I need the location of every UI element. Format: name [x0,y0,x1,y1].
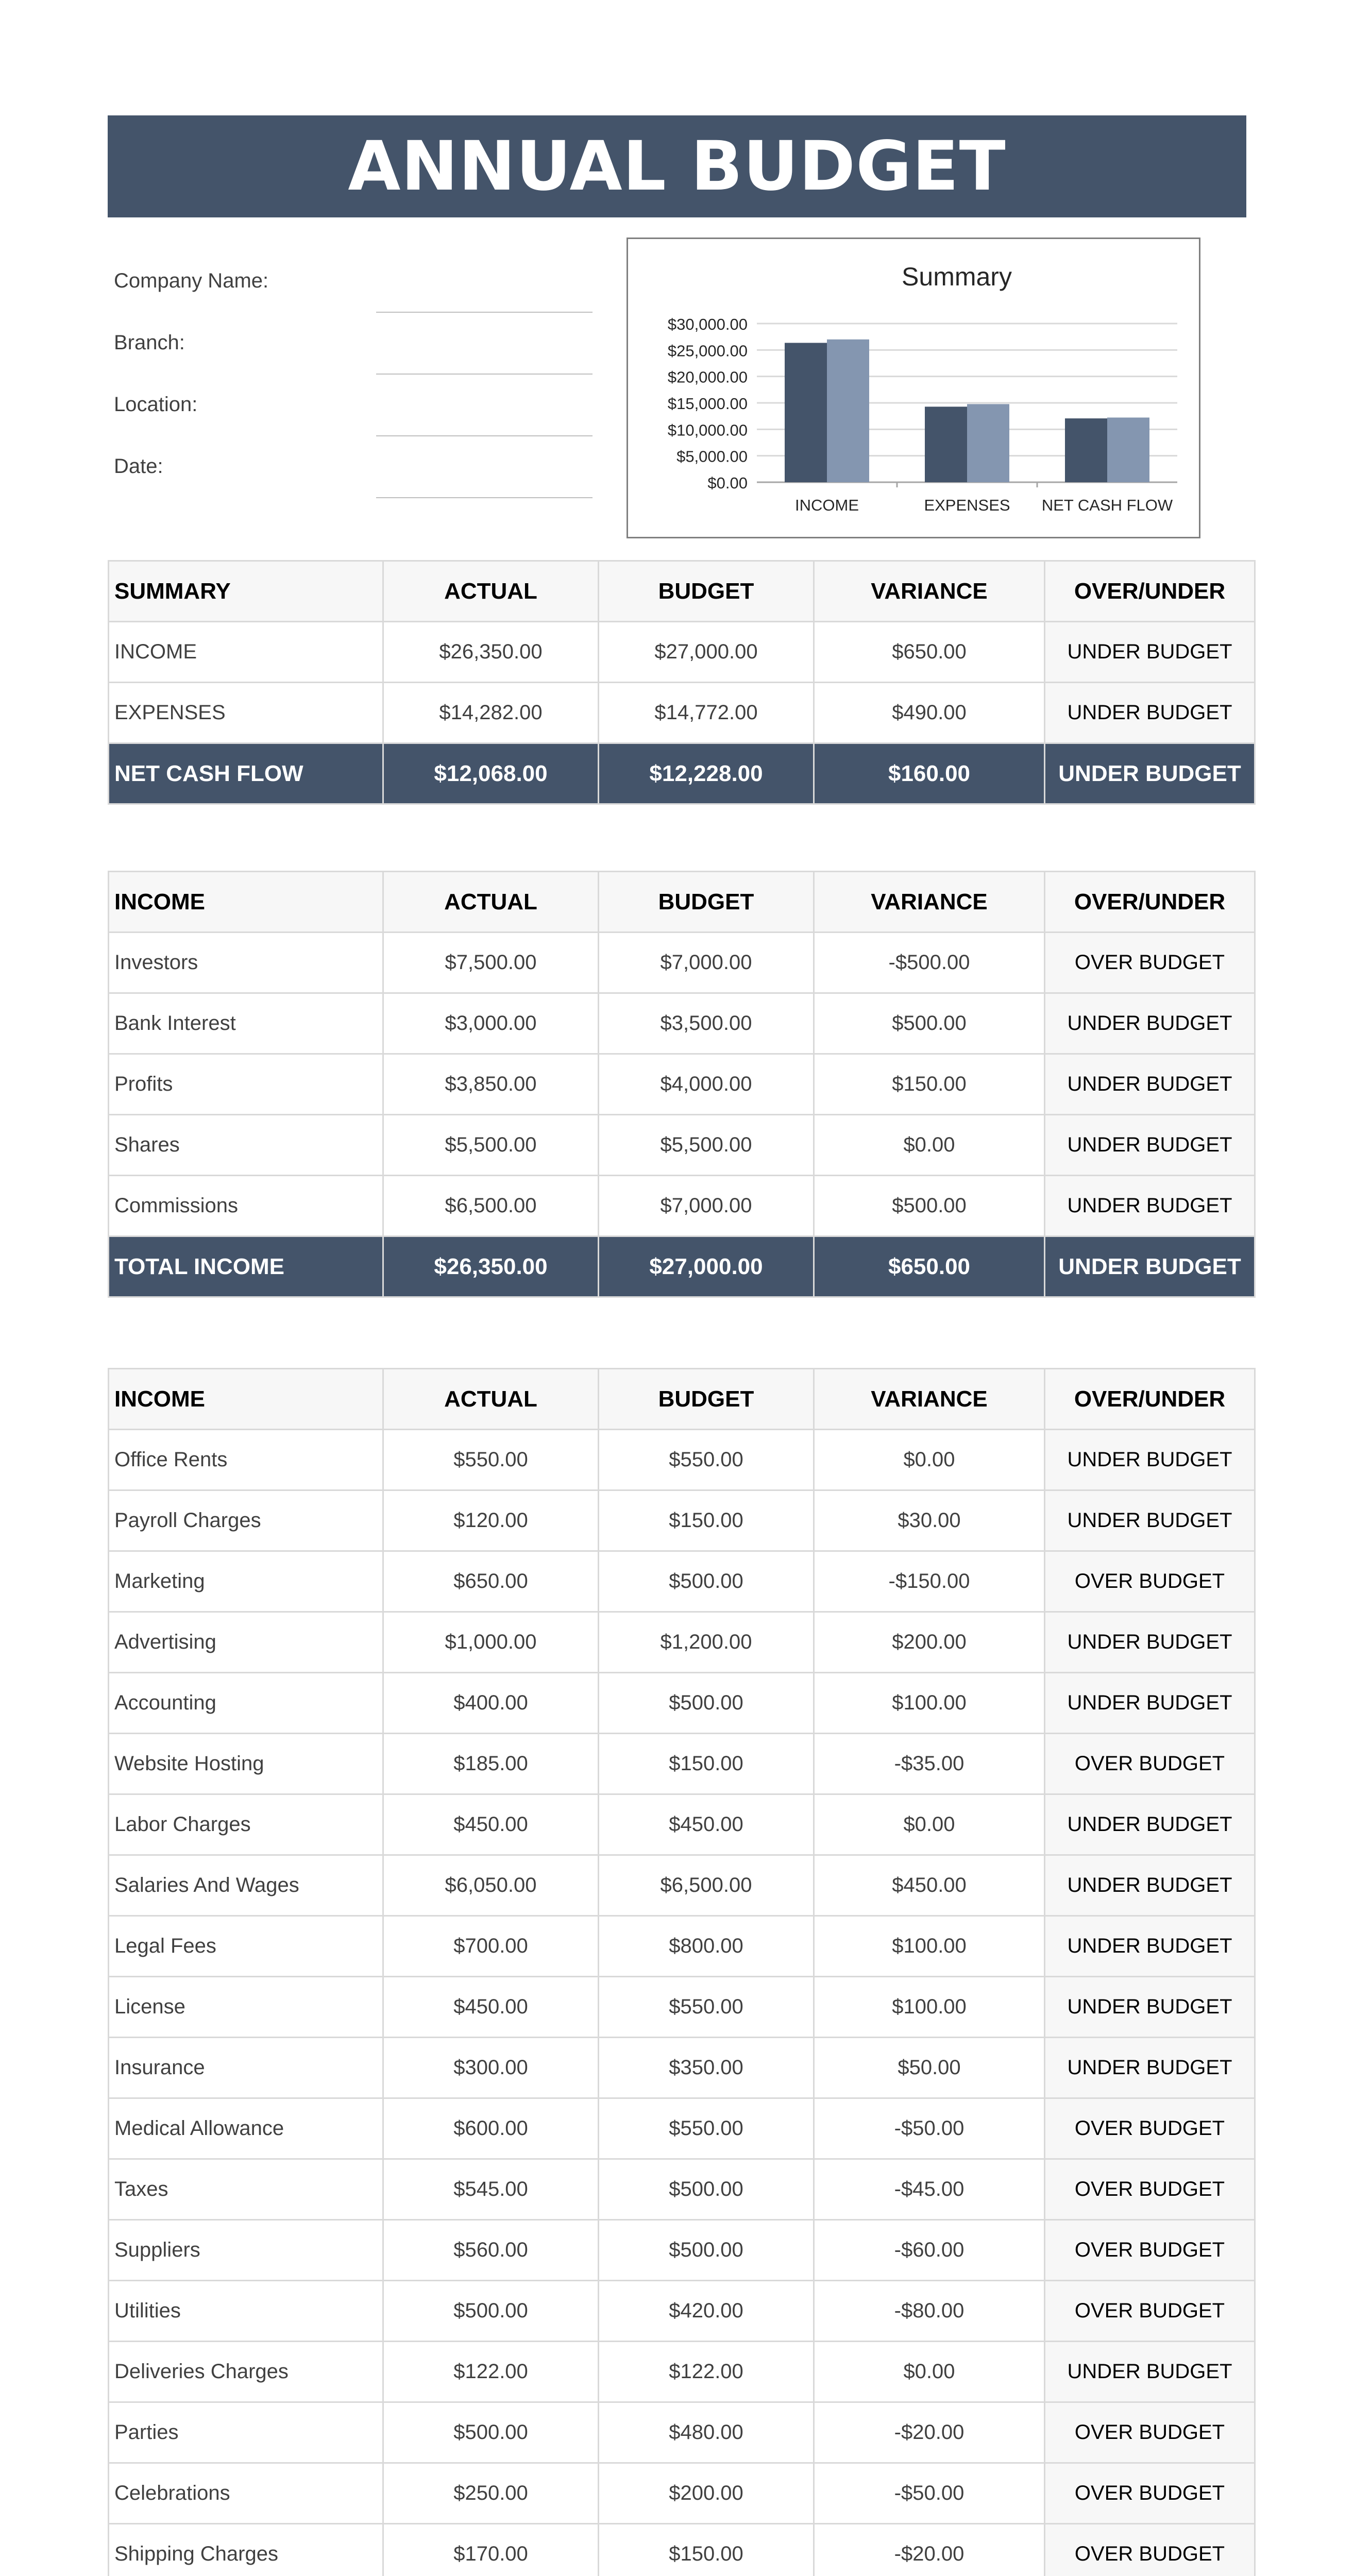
expenses-cell-label[interactable]: Legal Fees [109,1916,383,1977]
expenses-cell-budget[interactable]: $800.00 [599,1916,814,1977]
income-cell-label[interactable]: Profits [109,1054,383,1115]
summary-cell-variance[interactable]: $650.00 [814,622,1045,683]
expenses-cell-over-under[interactable]: UNDER BUDGET [1045,1673,1255,1734]
income-cell-actual[interactable]: $6,500.00 [383,1176,599,1236]
expenses-cell-over-under[interactable]: OVER BUDGET [1045,1734,1255,1794]
income-cell-over-under[interactable]: UNDER BUDGET [1045,993,1255,1054]
company-name-field[interactable] [376,312,593,313]
expenses-cell-actual[interactable]: $300.00 [383,2038,599,2098]
expenses-cell-variance[interactable]: $100.00 [814,1977,1045,2038]
expenses-cell-over-under[interactable]: OVER BUDGET [1045,2159,1255,2220]
date-label: Date: [114,455,163,478]
expenses-row [109,2098,1255,2159]
expenses-cell-over-under[interactable]: UNDER BUDGET [1045,1855,1255,1916]
income-row [109,1176,1255,1236]
expenses-cell-label[interactable]: Office Rents [109,1430,383,1490]
income-cell-variance[interactable]: -$500.00 [814,933,1045,993]
summary-cell-label[interactable]: INCOME [109,622,383,683]
expenses-row [109,2402,1255,2463]
expenses-cell-over-under[interactable]: UNDER BUDGET [1045,1916,1255,1977]
summary-cell-over-under[interactable]: UNDER BUDGET [1045,622,1255,683]
expenses-cell-label[interactable]: License [109,1977,383,2038]
income-cell-actual[interactable]: $5,500.00 [383,1115,599,1176]
expenses-cell-budget[interactable]: $350.00 [599,2038,814,2098]
expenses-cell-label[interactable]: Medical Allowance [109,2098,383,2159]
expenses-cell-budget[interactable]: $6,500.00 [599,1855,814,1916]
expenses-cell-actual[interactable]: $600.00 [383,2098,599,2159]
expenses-header-variance: VARIANCE [814,1369,1045,1430]
expenses-cell-variance[interactable]: $200.00 [814,1612,1045,1673]
income-header-row [109,872,1255,933]
summary-total-label: NET CASH FLOW [109,743,383,804]
income-total-label: TOTAL INCOME [109,1236,383,1297]
income-total-row [109,1236,1255,1297]
income-cell-over-under[interactable]: UNDER BUDGET [1045,1054,1255,1115]
expenses-cell-label[interactable]: Shipping Charges [109,2524,383,2576]
expenses-cell-actual[interactable]: $650.00 [383,1551,599,1612]
expenses-cell-label[interactable]: Salaries And Wages [109,1855,383,1916]
expenses-cell-label[interactable]: Marketing [109,1551,383,1612]
expenses-cell-variance[interactable]: $0.00 [814,2342,1045,2402]
expenses-cell-budget[interactable]: $420.00 [599,2281,814,2342]
expenses-cell-label[interactable]: Accounting [109,1673,383,1734]
expenses-cell-budget[interactable]: $550.00 [599,2098,814,2159]
expenses-cell-variance[interactable]: -$45.00 [814,2159,1045,2220]
expenses-cell-actual[interactable]: $560.00 [383,2220,599,2281]
expenses-cell-actual[interactable]: $545.00 [383,2159,599,2220]
summary-chart-svg [628,239,1199,537]
expenses-cell-variance[interactable]: $450.00 [814,1855,1045,1916]
chart-ytick-label: $10,000.00 [667,421,748,439]
income-cell-over-under[interactable]: UNDER BUDGET [1045,1176,1255,1236]
expenses-cell-variance[interactable]: -$50.00 [814,2098,1045,2159]
income-cell-budget[interactable]: $4,000.00 [599,1054,814,1115]
expenses-cell-budget[interactable]: $500.00 [599,1551,814,1612]
summary-cell-over-under[interactable]: UNDER BUDGET [1045,683,1255,743]
summary-cell-actual[interactable]: $14,282.00 [383,683,599,743]
income-cell-label[interactable]: Commissions [109,1176,383,1236]
expenses-header-over-under: OVER/UNDER [1045,1369,1255,1430]
expenses-row [109,2342,1255,2402]
expenses-cell-variance[interactable]: -$50.00 [814,2463,1045,2524]
expenses-cell-over-under[interactable]: OVER BUDGET [1045,2524,1255,2576]
expenses-header-actual: ACTUAL [383,1369,599,1430]
expenses-table [108,1368,1256,2576]
chart-category-label: NET CASH FLOW [1041,496,1173,514]
income-row [109,1115,1255,1176]
expenses-header-label: INCOME [109,1369,383,1430]
income-cell-budget[interactable]: $5,500.00 [599,1115,814,1176]
chart-category-label: EXPENSES [924,496,1010,514]
summary-header-over-under: OVER/UNDER [1045,561,1255,622]
summary-cell-label[interactable]: EXPENSES [109,683,383,743]
expenses-cell-actual[interactable]: $6,050.00 [383,1855,599,1916]
expenses-cell-label[interactable]: Parties [109,2402,383,2463]
expenses-cell-label[interactable]: Advertising [109,1612,383,1673]
expenses-cell-variance[interactable]: -$60.00 [814,2220,1045,2281]
expenses-cell-actual[interactable]: $500.00 [383,2281,599,2342]
branch-field[interactable] [376,374,593,375]
expenses-cell-label[interactable]: Insurance [109,2038,383,2098]
income-cell-budget[interactable]: $7,000.00 [599,1176,814,1236]
income-header-budget: BUDGET [599,872,814,933]
summary-header-label: SUMMARY [109,561,383,622]
expenses-cell-over-under[interactable]: UNDER BUDGET [1045,2038,1255,2098]
chart-bar [1065,418,1107,482]
expenses-cell-over-under[interactable]: UNDER BUDGET [1045,2342,1255,2402]
expenses-cell-budget[interactable]: $150.00 [599,1490,814,1551]
income-row [109,993,1255,1054]
expenses-cell-variance[interactable]: $50.00 [814,2038,1045,2098]
page-title: ANNUAL BUDGET [348,127,1006,206]
expenses-cell-over-under[interactable]: UNDER BUDGET [1045,1430,1255,1490]
income-header-over-under: OVER/UNDER [1045,872,1255,933]
income-row [109,1054,1255,1115]
chart-category-label: INCOME [795,496,859,514]
location-field[interactable] [376,435,593,436]
income-cell-budget[interactable]: $3,500.00 [599,993,814,1054]
expenses-cell-actual[interactable]: $550.00 [383,1430,599,1490]
summary-header-actual: ACTUAL [383,561,599,622]
summary-total-row [109,743,1255,804]
expenses-cell-variance[interactable]: -$150.00 [814,1551,1045,1612]
summary-total-budget: $12,228.00 [599,743,814,804]
expenses-cell-budget[interactable]: $200.00 [599,2463,814,2524]
expenses-cell-actual[interactable]: $122.00 [383,2342,599,2402]
chart-ytick-label: $20,000.00 [667,368,748,386]
location-label: Location: [114,393,198,416]
income-cell-over-under[interactable]: UNDER BUDGET [1045,1115,1255,1176]
income-total-actual: $26,350.00 [383,1236,599,1297]
expenses-cell-label[interactable]: Deliveries Charges [109,2342,383,2402]
expenses-cell-over-under[interactable]: UNDER BUDGET [1045,1490,1255,1551]
income-cell-actual[interactable]: $7,500.00 [383,933,599,993]
income-cell-actual[interactable]: $3,000.00 [383,993,599,1054]
expenses-row [109,2038,1255,2098]
income-cell-label[interactable]: Bank Interest [109,993,383,1054]
summary-row [109,683,1255,743]
expenses-row [109,2524,1255,2576]
chart-bar [827,340,869,482]
chart-title: Summary [902,262,1012,291]
expenses-cell-budget[interactable]: $122.00 [599,2342,814,2402]
expenses-cell-over-under[interactable]: OVER BUDGET [1045,1551,1255,1612]
expenses-cell-over-under[interactable]: UNDER BUDGET [1045,1612,1255,1673]
expenses-row [109,2463,1255,2524]
expenses-row [109,1734,1255,1794]
expenses-row [109,1430,1255,1490]
income-cell-variance[interactable]: $0.00 [814,1115,1045,1176]
income-total-over-under: UNDER BUDGET [1045,1236,1255,1297]
expenses-cell-variance[interactable]: $100.00 [814,1916,1045,1977]
expenses-row [109,2159,1255,2220]
income-header-variance: VARIANCE [814,872,1045,933]
branch-label: Branch: [114,331,185,354]
expenses-cell-budget[interactable]: $550.00 [599,1430,814,1490]
expenses-row [109,2281,1255,2342]
expenses-cell-label[interactable]: Celebrations [109,2463,383,2524]
expenses-cell-label[interactable]: Payroll Charges [109,1490,383,1551]
expenses-cell-label[interactable]: Taxes [109,2159,383,2220]
summary-cell-budget[interactable]: $14,772.00 [599,683,814,743]
chart-ytick-label: $30,000.00 [667,315,748,333]
summary-total-actual: $12,068.00 [383,743,599,804]
summary-total-over-under: UNDER BUDGET [1045,743,1255,804]
expenses-row [109,1673,1255,1734]
income-cell-over-under[interactable]: OVER BUDGET [1045,933,1255,993]
expenses-cell-over-under[interactable]: UNDER BUDGET [1045,1977,1255,2038]
expenses-cell-budget[interactable]: $150.00 [599,1734,814,1794]
expenses-cell-budget[interactable]: $500.00 [599,1673,814,1734]
income-row [109,933,1255,993]
expenses-cell-variance[interactable]: $0.00 [814,1794,1045,1855]
chart-bar [925,406,967,482]
summary-total-variance: $160.00 [814,743,1045,804]
expenses-cell-actual[interactable]: $500.00 [383,2402,599,2463]
expenses-cell-variance[interactable]: $0.00 [814,1430,1045,1490]
expenses-cell-budget[interactable]: $550.00 [599,1977,814,2038]
expenses-cell-label[interactable]: Website Hosting [109,1734,383,1794]
expenses-row [109,1916,1255,1977]
expenses-cell-over-under[interactable]: OVER BUDGET [1045,2098,1255,2159]
chart-bar [967,404,1009,482]
expenses-cell-variance[interactable]: $100.00 [814,1673,1045,1734]
expenses-cell-variance[interactable]: -$35.00 [814,1734,1045,1794]
expenses-cell-variance[interactable]: -$80.00 [814,2281,1045,2342]
summary-cell-variance[interactable]: $490.00 [814,683,1045,743]
expenses-cell-label[interactable]: Labor Charges [109,1794,383,1855]
income-table [108,871,1256,1298]
expenses-cell-budget[interactable]: $500.00 [599,2220,814,2281]
expenses-row [109,1490,1255,1551]
summary-table [108,560,1256,805]
expenses-cell-actual[interactable]: $1,000.00 [383,1612,599,1673]
company-name-label: Company Name: [114,269,269,292]
income-cell-actual[interactable]: $3,850.00 [383,1054,599,1115]
chart-ytick-label: $5,000.00 [676,447,748,466]
income-header-actual: ACTUAL [383,872,599,933]
summary-header-row [109,561,1255,622]
date-field[interactable] [376,497,593,498]
expenses-cell-variance[interactable]: $30.00 [814,1490,1045,1551]
summary-header-budget: BUDGET [599,561,814,622]
income-cell-label[interactable]: Investors [109,933,383,993]
expenses-cell-over-under[interactable]: OVER BUDGET [1045,2220,1255,2281]
chart-ytick-label: $25,000.00 [667,342,748,360]
expenses-cell-over-under[interactable]: UNDER BUDGET [1045,1794,1255,1855]
expenses-cell-budget[interactable]: $480.00 [599,2402,814,2463]
income-cell-variance[interactable]: $150.00 [814,1054,1045,1115]
expenses-cell-variance[interactable]: -$20.00 [814,2524,1045,2576]
expenses-cell-budget[interactable]: $1,200.00 [599,1612,814,1673]
expenses-cell-over-under[interactable]: OVER BUDGET [1045,2402,1255,2463]
expenses-cell-budget[interactable]: $150.00 [599,2524,814,2576]
expenses-row [109,1855,1255,1916]
income-cell-variance[interactable]: $500.00 [814,1176,1045,1236]
expenses-cell-actual[interactable]: $450.00 [383,1794,599,1855]
income-cell-label[interactable]: Shares [109,1115,383,1176]
expenses-cell-over-under[interactable]: OVER BUDGET [1045,2463,1255,2524]
expenses-cell-label[interactable]: Utilities [109,2281,383,2342]
summary-row [109,622,1255,683]
expenses-row [109,1794,1255,1855]
expenses-cell-over-under[interactable]: OVER BUDGET [1045,2281,1255,2342]
income-total-variance: $650.00 [814,1236,1045,1297]
expenses-cell-budget[interactable]: $500.00 [599,2159,814,2220]
chart-bar [785,343,827,482]
chart-bar [1107,417,1149,482]
expenses-cell-budget[interactable]: $450.00 [599,1794,814,1855]
summary-chart [627,238,1200,538]
income-header-label: INCOME [109,872,383,933]
expenses-header-row [109,1369,1255,1430]
summary-header-variance: VARIANCE [814,561,1045,622]
expenses-row [109,1612,1255,1673]
expenses-header-budget: BUDGET [599,1369,814,1430]
expenses-row [109,2220,1255,2281]
title-banner [108,115,1246,217]
expenses-cell-actual[interactable]: $400.00 [383,1673,599,1734]
expenses-cell-variance[interactable]: -$20.00 [814,2402,1045,2463]
expenses-cell-actual[interactable]: $120.00 [383,1490,599,1551]
income-cell-budget[interactable]: $7,000.00 [599,933,814,993]
summary-cell-budget[interactable]: $27,000.00 [599,622,814,683]
income-cell-variance[interactable]: $500.00 [814,993,1045,1054]
expenses-cell-actual[interactable]: $185.00 [383,1734,599,1794]
chart-ytick-label: $0.00 [707,474,748,492]
expenses-cell-actual[interactable]: $170.00 [383,2524,599,2576]
income-total-budget: $27,000.00 [599,1236,814,1297]
expenses-cell-label[interactable]: Suppliers [109,2220,383,2281]
summary-cell-actual[interactable]: $26,350.00 [383,622,599,683]
expenses-row [109,1977,1255,2038]
expenses-cell-actual[interactable]: $700.00 [383,1916,599,1977]
expenses-row [109,1551,1255,1612]
chart-ytick-label: $15,000.00 [667,395,748,413]
expenses-cell-actual[interactable]: $450.00 [383,1977,599,2038]
expenses-cell-actual[interactable]: $250.00 [383,2463,599,2524]
